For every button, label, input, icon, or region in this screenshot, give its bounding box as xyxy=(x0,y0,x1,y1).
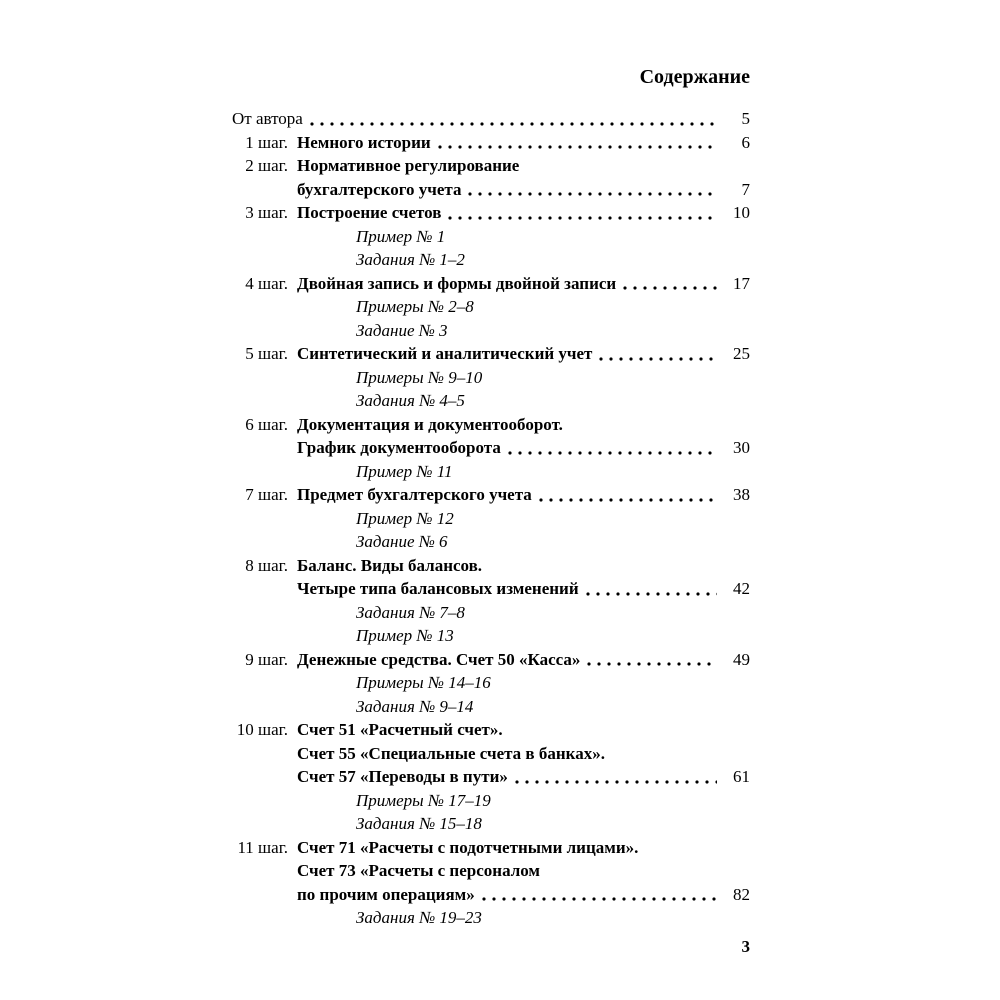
toc-entry xyxy=(232,836,750,930)
toc-entry-page-number: 25 xyxy=(733,344,750,363)
toc-entry-line xyxy=(297,154,750,178)
toc-entry-title: Денежные средства. Счет 50 «Касса» xyxy=(297,649,581,669)
toc-entry-page-number: 7 xyxy=(741,179,750,199)
toc-subitem xyxy=(297,460,750,484)
toc-entry-page-number: 49 xyxy=(733,649,750,669)
toc-entry-page-number: 17 xyxy=(733,273,750,293)
toc-entry-line xyxy=(297,859,750,883)
toc-entry-line xyxy=(297,272,750,296)
toc-subitem-label: Задание № 6 xyxy=(356,532,448,551)
toc-entry-title: График документооборота xyxy=(297,438,501,457)
toc-entry-step-label: 7 шаг. xyxy=(245,485,288,504)
toc-entry-title: Счет 71 «Расчеты с подотчетными лицами». xyxy=(297,837,639,857)
dot-leader xyxy=(436,131,717,155)
toc-entry-line xyxy=(297,483,750,507)
dot-leader xyxy=(480,883,717,907)
toc-entry-page-number: 10 xyxy=(733,203,750,222)
page-content xyxy=(232,0,750,1000)
toc-entry-body xyxy=(297,413,750,484)
toc-entry xyxy=(232,154,750,201)
toc-entry-title: От автора xyxy=(232,109,303,128)
footer-page-number: 3 xyxy=(741,937,750,956)
toc-entry-title: по прочим операциям» xyxy=(297,884,475,904)
dot-leader xyxy=(446,201,717,225)
toc-entry-body xyxy=(297,483,750,554)
toc-entry-title: Нормативное регулирование xyxy=(297,156,520,175)
toc-subitem xyxy=(297,601,750,625)
toc-subitem xyxy=(297,389,750,413)
toc-entry xyxy=(232,483,750,554)
toc-entry xyxy=(232,554,750,648)
toc-subitem-label: Задания № 1–2 xyxy=(356,250,465,269)
toc-entry xyxy=(232,272,750,343)
toc-entry-step-label: 3 шаг. xyxy=(245,203,288,222)
toc-entry-body xyxy=(297,131,750,155)
toc-entry-body xyxy=(297,836,750,930)
toc-entry-title: Счет 57 «Переводы в пути» xyxy=(297,767,508,786)
dot-leader xyxy=(597,342,717,366)
toc-entry-step-label: 6 шаг. xyxy=(245,414,288,434)
toc-entry-line xyxy=(232,107,750,131)
toc-subitem-label: Примеры № 14–16 xyxy=(356,673,491,692)
toc-entry-body xyxy=(232,107,750,131)
toc-subitem-label: Задания № 15–18 xyxy=(356,814,482,833)
toc-entry-line xyxy=(297,883,750,907)
toc-entry-body xyxy=(297,718,750,836)
toc-entry-page-number: 6 xyxy=(741,132,750,152)
toc-entry-line xyxy=(297,742,750,766)
toc-entry-step-label: 9 шаг. xyxy=(245,649,288,669)
toc-subitem-label: Примеры № 2–8 xyxy=(356,297,474,316)
toc-entry xyxy=(232,201,750,272)
toc-entry-body xyxy=(297,272,750,343)
toc-entry-line xyxy=(297,413,750,437)
toc-subitem-label: Задание № 3 xyxy=(356,320,448,340)
toc-entry-line xyxy=(297,577,750,601)
toc-entry xyxy=(232,107,750,131)
toc-subitem xyxy=(297,248,750,272)
toc-subitem xyxy=(297,695,750,719)
toc-entry-body xyxy=(297,554,750,648)
toc-entry-title: Счет 73 «Расчеты с персоналом xyxy=(297,861,541,880)
toc-entry-line xyxy=(297,201,750,225)
toc-subitem xyxy=(297,295,750,319)
toc-entry xyxy=(232,718,750,836)
toc-entry-step-label: 2 шаг. xyxy=(245,156,288,175)
toc-entry-step-label: 1 шаг. xyxy=(245,132,288,152)
toc-entry-line xyxy=(297,131,750,155)
toc-entry-step-label: 8 шаг. xyxy=(245,555,288,575)
dot-leader xyxy=(513,765,717,789)
toc-subitem-label: Задания № 4–5 xyxy=(356,391,465,410)
toc-entry-line xyxy=(297,836,750,860)
toc-entry xyxy=(232,131,750,155)
toc-entry-line xyxy=(297,765,750,789)
dot-leader xyxy=(506,436,717,460)
toc-entry-step-label: 4 шаг. xyxy=(245,273,288,293)
toc-entry-body xyxy=(297,648,750,719)
toc-entry-title: Баланс. Виды балансов. xyxy=(297,555,483,575)
toc-entry-line xyxy=(297,342,750,366)
toc-entry-page-number: 42 xyxy=(733,579,750,598)
toc-entry-title: бухгалтерского учета xyxy=(297,179,462,199)
toc-subitem-label: Примеры № 9–10 xyxy=(356,367,483,387)
toc-entry-line xyxy=(297,718,750,742)
toc-entry-page-number: 82 xyxy=(733,884,750,904)
toc-subitem-label: Задания № 7–8 xyxy=(356,602,465,622)
toc-entry-title: Синтетический и аналитический учет xyxy=(297,344,593,363)
toc-subitem xyxy=(297,530,750,554)
toc-entry-page-number: 61 xyxy=(733,767,750,786)
toc-entry-line xyxy=(297,436,750,460)
toc-subitem-label: Пример № 11 xyxy=(356,461,453,481)
toc-subitem xyxy=(297,671,750,695)
toc-subitem-label: Задания № 19–23 xyxy=(356,908,482,927)
toc-subitem-label: Пример № 13 xyxy=(356,626,454,645)
toc-subitem xyxy=(297,366,750,390)
toc-subitem xyxy=(297,906,750,930)
toc-entry-title: Немного истории xyxy=(297,132,431,152)
dot-leader xyxy=(308,107,717,131)
toc-entry-title: Построение счетов xyxy=(297,203,442,222)
toc-entry-title: Счет 51 «Расчетный счет». xyxy=(297,720,503,739)
dot-leader xyxy=(584,577,717,601)
toc-entry-title: Предмет бухгалтерского учета xyxy=(297,485,532,504)
table-of-contents xyxy=(232,107,750,930)
toc-entry-body xyxy=(297,342,750,413)
toc-entry xyxy=(232,413,750,484)
toc-subitem xyxy=(297,225,750,249)
toc-entry-body xyxy=(297,201,750,272)
dot-leader xyxy=(585,648,717,672)
dot-leader xyxy=(466,178,717,202)
toc-entry-title: Двойная запись и формы двойной записи xyxy=(297,273,617,293)
toc-entry-step-label: 11 шаг. xyxy=(237,837,288,857)
toc-subitem-label: Задания № 9–14 xyxy=(356,696,474,716)
toc-entry-line xyxy=(297,178,750,202)
toc-entry-step-label: 5 шаг. xyxy=(245,344,288,363)
toc-subitem-label: Пример № 12 xyxy=(356,508,454,528)
dot-leader xyxy=(621,272,717,296)
toc-subitem xyxy=(297,812,750,836)
toc-entry-title: Документация и документооборот. xyxy=(297,414,563,434)
toc-subitem xyxy=(297,789,750,813)
toc-entry-page-number: 38 xyxy=(733,485,750,504)
toc-subitem xyxy=(297,624,750,648)
toc-entry-title: Счет 55 «Специальные счета в банках». xyxy=(297,743,605,763)
dot-leader xyxy=(537,483,717,507)
toc-subitem-label: Пример № 1 xyxy=(356,226,446,246)
toc-subitem xyxy=(297,507,750,531)
toc-entry-title: Четыре типа балансовых изменений xyxy=(297,579,579,598)
toc-entry-body xyxy=(297,154,750,201)
toc-entry-line xyxy=(297,554,750,578)
toc-entry-page-number: 5 xyxy=(741,109,750,128)
toc-entry-step-label: 10 шаг. xyxy=(236,720,288,739)
toc-subitem xyxy=(297,319,750,343)
toc-entry-page-number: 30 xyxy=(733,438,750,457)
toc-subitem-label: Примеры № 17–19 xyxy=(356,790,491,810)
toc-entry xyxy=(232,342,750,413)
toc-entry xyxy=(232,648,750,719)
toc-entry-line xyxy=(297,648,750,672)
page-title: Содержание xyxy=(639,66,750,88)
